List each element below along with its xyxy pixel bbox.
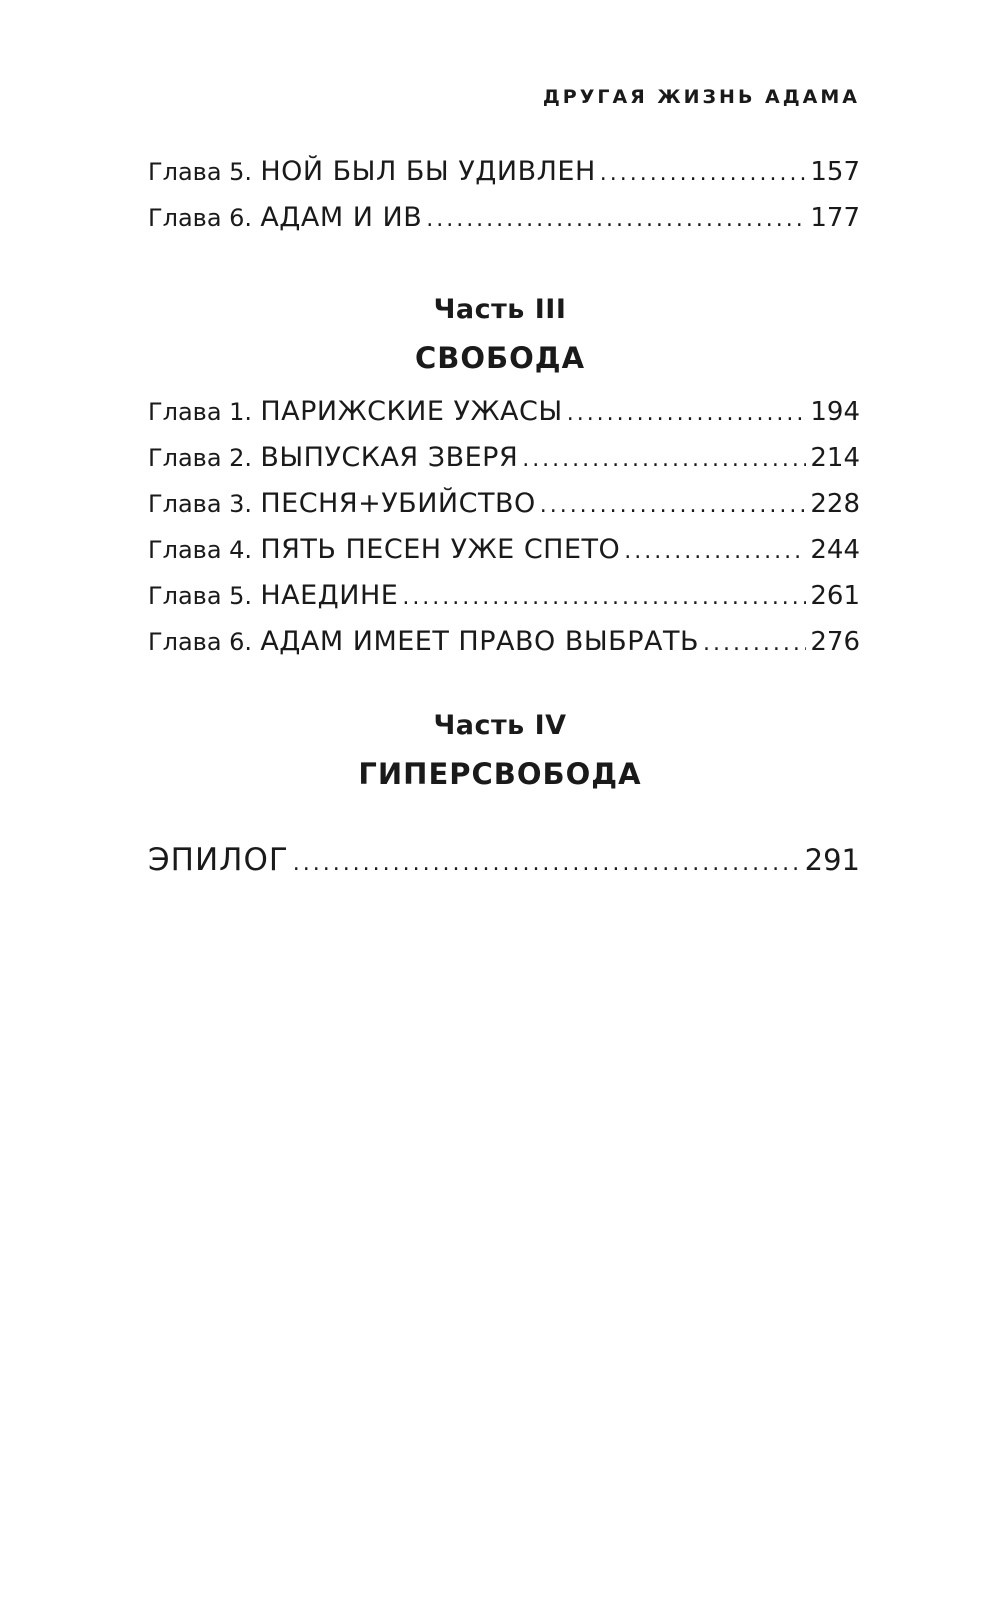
part-label: Часть IV — [433, 710, 567, 741]
toc-section-top — [148, 156, 860, 248]
chapter-number: Глава 1. — [148, 398, 253, 426]
part-label: Часть III — [433, 294, 567, 325]
chapter-number: Глава 5. — [148, 582, 253, 610]
part-title: СВОБОДА — [414, 341, 586, 375]
chapter-number: Глава 2. — [148, 444, 253, 472]
page-number: 291 — [804, 843, 860, 877]
running-head: ДРУГАЯ ЖИЗНЬ АДАМА — [542, 86, 860, 108]
chapter-title: АДАМ ИМЕЕТ ПРАВО ВЫБРАТЬ — [260, 626, 699, 657]
toc-entry[interactable] — [148, 842, 860, 892]
toc-entry[interactable] — [148, 156, 860, 202]
chapter-number: Глава 4. — [148, 536, 253, 564]
chapter-title: АДАМ И ИВ — [260, 202, 423, 233]
dot-leader — [522, 447, 806, 472]
page-number: 214 — [810, 443, 860, 473]
page-number: 276 — [810, 627, 860, 657]
dot-leader — [600, 161, 807, 186]
chapter-title: ПАРИЖСКИЕ УЖАСЫ — [260, 396, 563, 427]
chapter-number: Глава 3. — [148, 490, 253, 518]
page-number: 261 — [810, 581, 860, 611]
chapter-number: Глава 6. — [148, 204, 253, 232]
dot-leader — [567, 401, 807, 426]
chapter-number: Глава 6. — [148, 628, 253, 656]
chapter-title: НАЕДИНЕ — [260, 580, 399, 611]
dot-leader — [703, 631, 806, 656]
toc-entry[interactable] — [148, 580, 860, 626]
dot-leader — [624, 539, 806, 564]
toc-entry[interactable] — [148, 488, 860, 534]
dot-leader — [426, 207, 806, 232]
chapter-title: ПЯТЬ ПЕСЕН УЖЕ СПЕТО — [260, 534, 621, 565]
toc-entry[interactable] — [148, 202, 860, 248]
toc-entry[interactable] — [148, 396, 860, 442]
dot-leader — [293, 851, 801, 876]
toc-epilogue — [148, 842, 860, 892]
page-number: 157 — [810, 157, 860, 187]
epilogue-title: ЭПИЛОГ — [148, 842, 289, 878]
page-number: 177 — [810, 203, 860, 233]
chapter-title: ВЫПУСКАЯ ЗВЕРЯ — [260, 442, 519, 473]
chapter-title: ПЕСНЯ+УБИЙСТВО — [260, 488, 536, 519]
part-title: ГИПЕРСВОБОДА — [358, 757, 642, 791]
dot-leader — [402, 585, 806, 610]
toc-part-3 — [148, 396, 860, 672]
page-number: 194 — [810, 397, 860, 427]
part-3-heading — [0, 294, 1000, 375]
toc-entry[interactable] — [148, 534, 860, 580]
dot-leader — [540, 493, 807, 518]
toc-entry[interactable] — [148, 626, 860, 672]
part-4-heading — [0, 710, 1000, 791]
page-number: 244 — [810, 535, 860, 565]
chapter-title: НОЙ БЫЛ БЫ УДИВЛЕН — [260, 156, 596, 187]
chapter-number: Глава 5. — [148, 158, 253, 186]
page-number: 228 — [810, 489, 860, 519]
toc-entry[interactable] — [148, 442, 860, 488]
